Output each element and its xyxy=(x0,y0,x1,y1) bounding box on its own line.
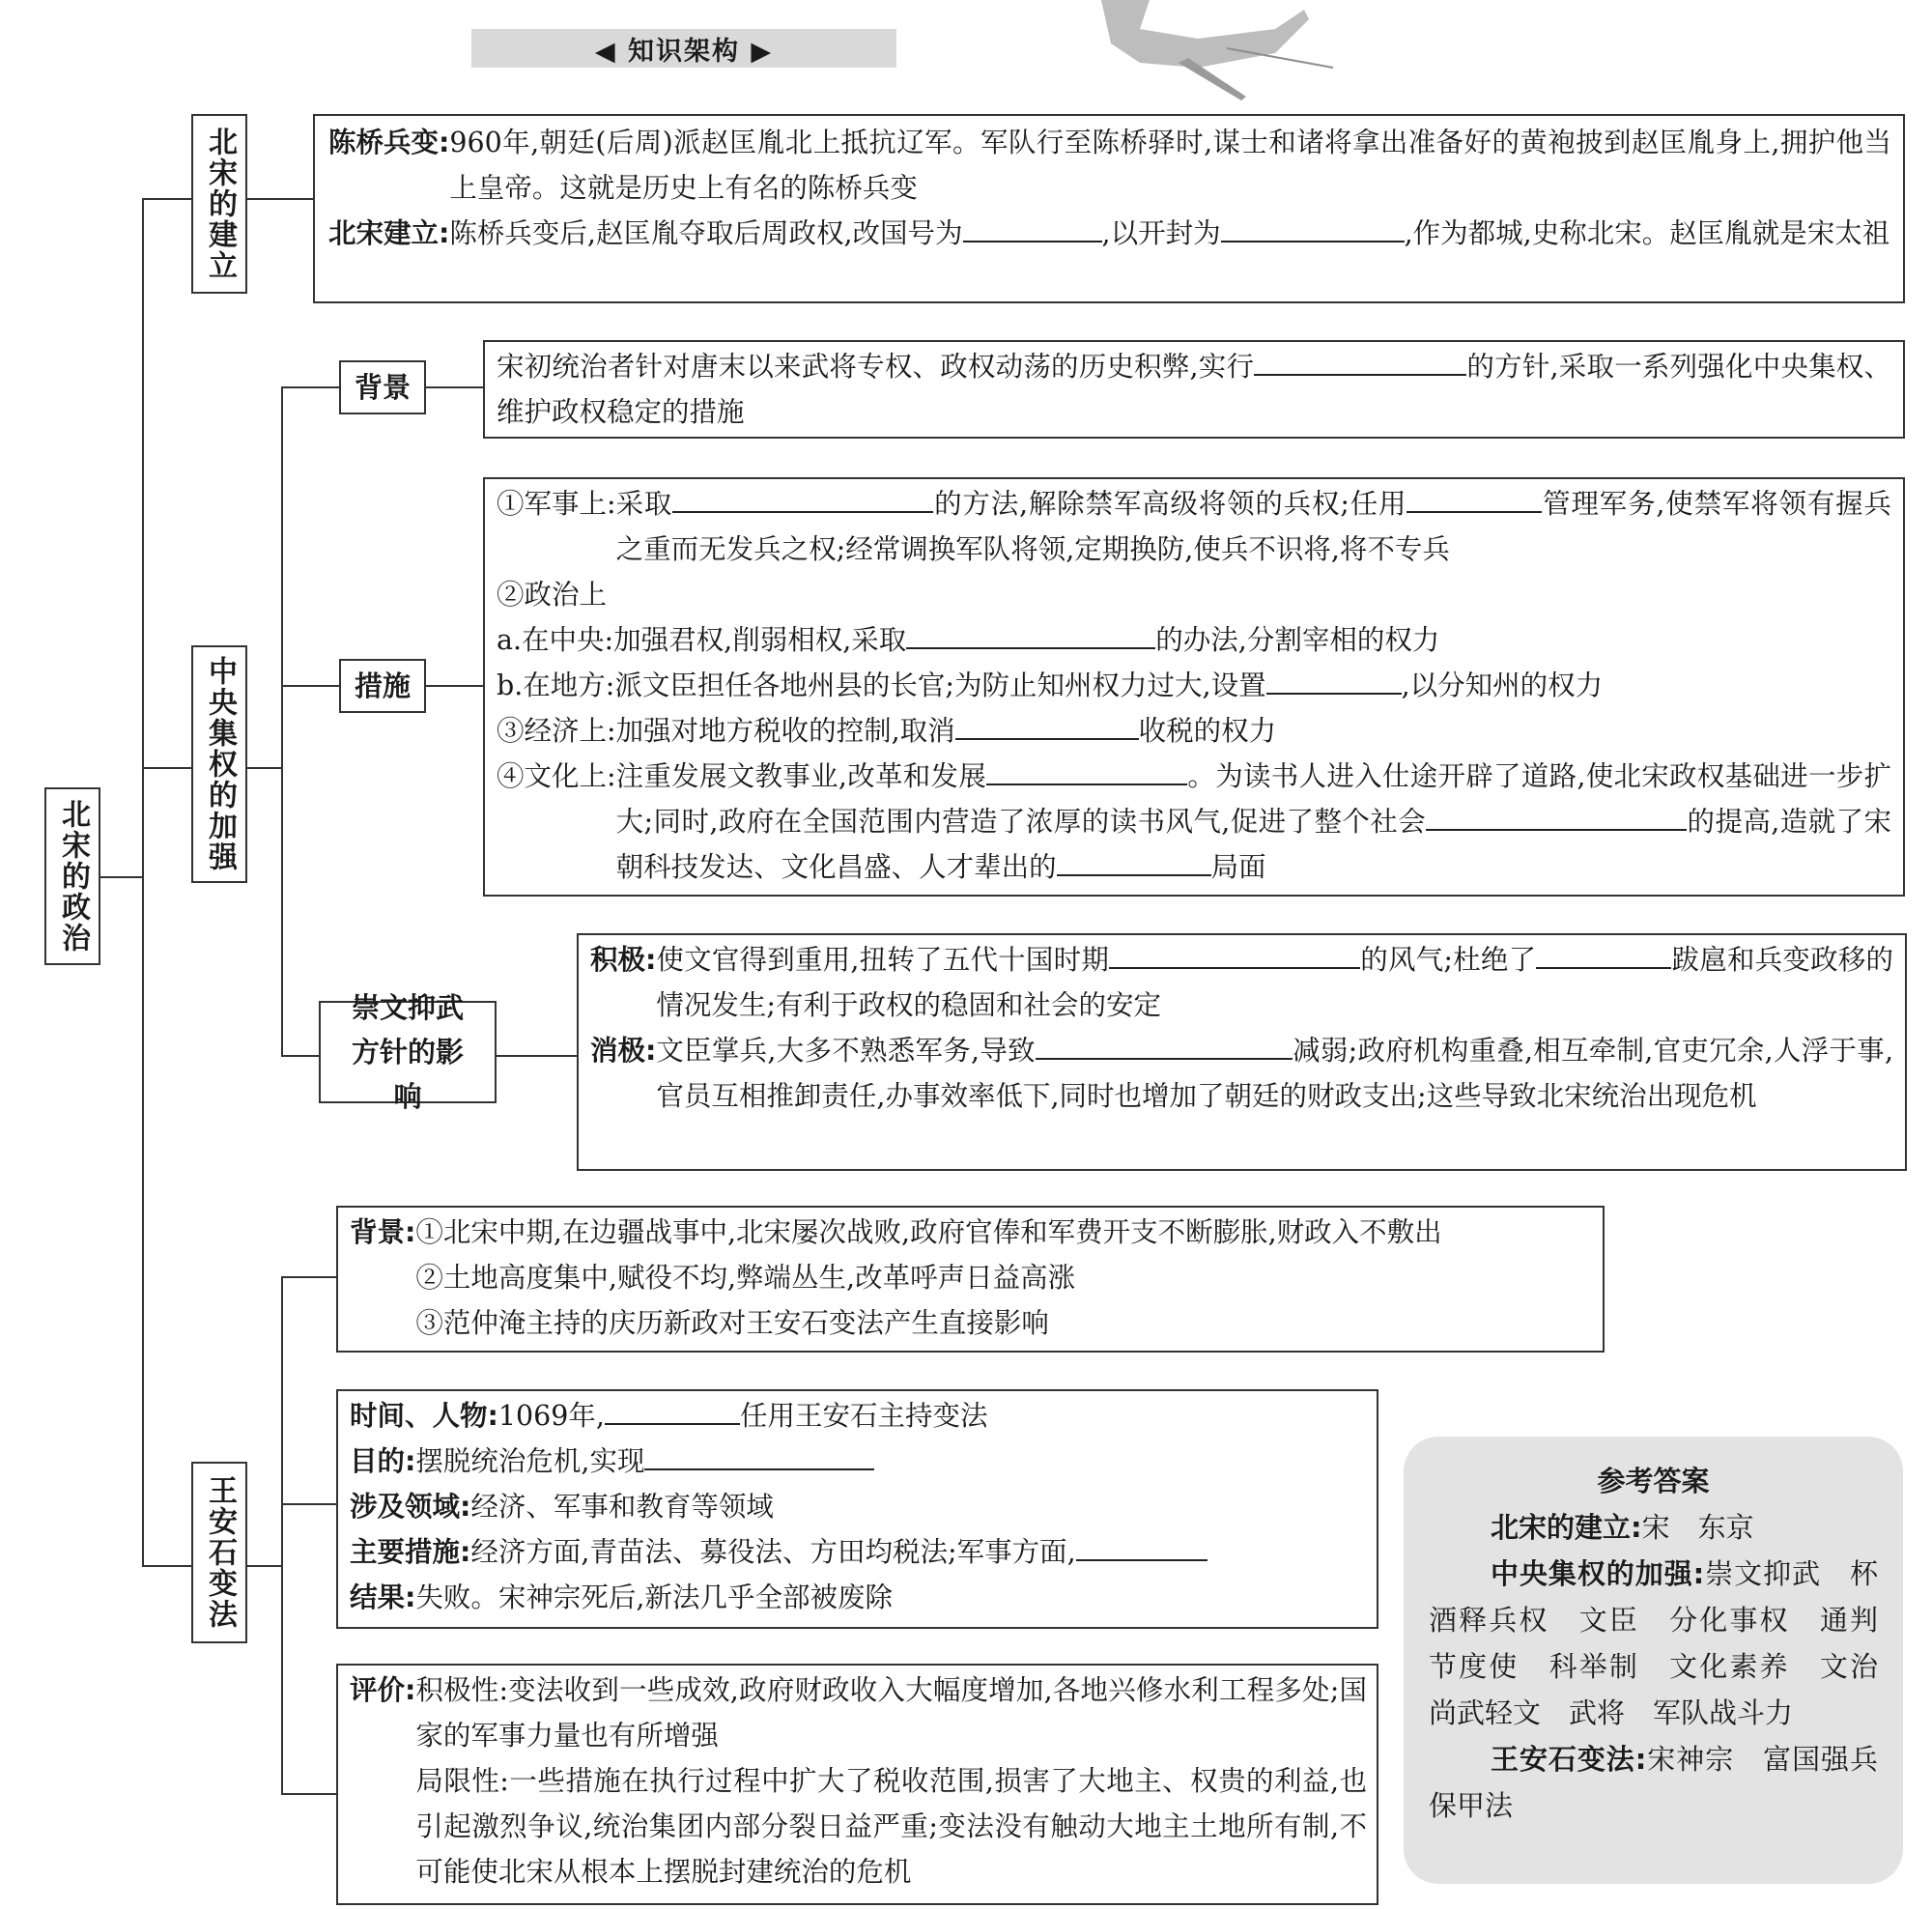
goal-row xyxy=(350,1439,1367,1484)
connector xyxy=(281,1276,336,1278)
goal-text-1: 摆脱统治危机,实现 xyxy=(415,1445,645,1477)
local-text-1: 派文臣担任各地州县的长官;为防止知州权力过大,设置 xyxy=(614,670,1266,701)
connector xyxy=(496,1055,577,1057)
reform-bg-item: ①北宋中期,在边疆战事中,北宋屡次战败,政府官俸和军费开支不断膨胀,财政入不敷出 xyxy=(415,1216,1442,1248)
military-row xyxy=(497,481,1891,572)
goal-text xyxy=(415,1439,874,1484)
connector xyxy=(247,1565,282,1567)
connector xyxy=(99,876,143,878)
fill-blank xyxy=(605,1396,740,1425)
founding-text-3: ,作为都城,史称北宋。赵匡胤就是宋太祖 xyxy=(1404,217,1890,249)
connector xyxy=(247,198,313,200)
node-measures xyxy=(339,659,426,713)
main-text-1: 经济方面,青苗法、募役法、方田均税法;军事方面, xyxy=(470,1536,1076,1568)
military-text-2: 的方法,解除禁军高级将领的兵权;任用 xyxy=(933,488,1407,520)
founding-text-2: ,以开封为 xyxy=(1101,217,1221,249)
fill-blank xyxy=(986,756,1187,785)
fill-blank xyxy=(963,214,1102,242)
connector xyxy=(247,767,281,769)
eval-text xyxy=(415,1667,1367,1895)
positive-label: 积极: xyxy=(590,944,657,976)
founding-text xyxy=(449,211,1891,256)
fill-blank xyxy=(644,1441,874,1470)
economy-text-2: 收税的权力 xyxy=(1138,715,1277,747)
main-text xyxy=(470,1529,1207,1575)
field-row xyxy=(350,1484,1367,1529)
section-header-title: ◀ 知识架构 ▶ xyxy=(594,36,774,67)
main-label: 主要措施: xyxy=(350,1536,471,1568)
central-label: a.在中央: xyxy=(497,624,614,656)
reform-bg-box xyxy=(336,1206,1605,1353)
time-row xyxy=(350,1393,1367,1439)
fill-blank xyxy=(1266,666,1402,695)
fill-blank xyxy=(906,620,1155,649)
answer-box xyxy=(1404,1437,1907,1884)
central-text-2: 的办法,分割宰相的权力 xyxy=(1155,624,1440,656)
root-node-label: 北宋的政治 xyxy=(56,799,90,954)
negative-label: 消极: xyxy=(590,1035,657,1067)
connector xyxy=(425,386,483,388)
eval-label: 评价: xyxy=(350,1674,416,1706)
local-text-2: ,以分知州的权力 xyxy=(1401,670,1604,701)
fill-blank xyxy=(1426,802,1687,831)
reform-bg-item: ②土地高度集中,赋役不均,弊端丛生,改革呼声日益高涨 xyxy=(415,1262,1076,1294)
fill-blank xyxy=(1076,1532,1208,1561)
military-text-1: 采取 xyxy=(615,488,673,520)
economy-text-1: 加强对地方税收的控制,取消 xyxy=(615,715,955,747)
section-header xyxy=(471,29,896,68)
answer-title: 参考答案 xyxy=(1597,1465,1710,1497)
connector xyxy=(425,685,483,687)
centralize-measures-box xyxy=(483,477,1905,897)
answer-centralize-head: 中央集权的加强: xyxy=(1491,1557,1705,1590)
central-text-1: 加强君权,削弱相权,采取 xyxy=(613,624,907,656)
branch-centralize-label: 中央集权的加强 xyxy=(203,656,237,872)
economy-row xyxy=(497,708,1891,754)
culture-text-4: 局面 xyxy=(1210,851,1266,883)
connector xyxy=(281,386,283,1056)
impact-box xyxy=(577,933,1907,1171)
fill-blank xyxy=(1036,1031,1293,1060)
economy-text xyxy=(616,708,1891,754)
founding-text-1: 陈桥兵变后,赵匡胤夺取后周政权,改国号为 xyxy=(449,217,963,249)
local-label: b.在地方: xyxy=(497,670,615,701)
culture-text-2: 。为读书人进入仕途开辟了道路,使北宋政权基础进一步扩大;同时,政府在全国范围内营造了浓厚的读书风气,促进了整个社会 xyxy=(615,760,1892,838)
field-text: 经济、军事和教育等领域 xyxy=(470,1491,774,1523)
node-background-label: 背景 xyxy=(354,371,411,404)
negative-text-1: 文臣掌兵,大多不熟悉军务,导致 xyxy=(656,1035,1036,1067)
chenqiao-label: 陈桥兵变: xyxy=(328,127,450,158)
positive-text-1: 使文官得到重用,扭转了五代十国时期 xyxy=(656,944,1110,976)
centralize-bg-box xyxy=(483,340,1905,439)
connector xyxy=(281,1793,336,1795)
time-text-2: 任用王安石主持变法 xyxy=(740,1400,988,1432)
positive-text-3: 跋扈和兵变政移的情况发生;有利于政权的稳固和社会的安定 xyxy=(656,944,1893,1021)
local-row xyxy=(497,663,1891,708)
main-row xyxy=(350,1529,1367,1575)
branch-establish xyxy=(191,114,247,294)
connector xyxy=(142,767,191,769)
military-text xyxy=(616,481,1891,572)
time-text-1: 1069年, xyxy=(497,1400,605,1432)
connector xyxy=(281,386,339,388)
military-label: ①军事上: xyxy=(497,488,616,520)
culture-text-3: 的提高,造就了宋朝科技发达、文化昌盛、人才辈出的 xyxy=(615,806,1891,883)
result-label: 结果: xyxy=(350,1581,416,1613)
fill-blank xyxy=(1254,347,1466,376)
fill-blank xyxy=(1221,214,1405,242)
field-label: 涉及领域: xyxy=(350,1491,471,1523)
eval-negative: 局限性:一些措施在执行过程中扩大了税收范围,损害了大地主、权贵的利益,也引起激烈争议,统治集团内部分裂日益严重;变法没有触动大地主土地所有制,不可能使北宋从根本上摆脱封建统治的危机 xyxy=(415,1765,1367,1888)
central-row xyxy=(497,617,1891,663)
node-background xyxy=(339,360,426,414)
positive-text xyxy=(656,937,1893,1028)
answer-establish xyxy=(1429,1504,1878,1551)
fill-blank xyxy=(1536,940,1671,969)
branch-centralize xyxy=(191,645,247,883)
branch-establish-label: 北宋的建立 xyxy=(203,127,237,281)
fill-blank xyxy=(1057,847,1211,876)
connector xyxy=(281,1055,319,1057)
founding-row xyxy=(328,211,1891,256)
connector xyxy=(142,1565,191,1567)
connector xyxy=(142,198,191,200)
local-text xyxy=(614,663,1891,708)
boat-illustration xyxy=(1082,0,1343,101)
answer-establish-body: 宋 东京 xyxy=(1641,1511,1754,1544)
branch-reform xyxy=(191,1462,247,1643)
eval-row xyxy=(350,1667,1367,1895)
culture-text-1: 注重发展文教事业,改革和发展 xyxy=(615,760,987,792)
answer-establish-head: 北宋的建立: xyxy=(1491,1511,1642,1544)
result-text: 失败。宋神宗死后,新法几乎全部被废除 xyxy=(415,1581,893,1613)
reform-bg-row xyxy=(350,1210,1593,1346)
connector xyxy=(281,1276,283,1794)
answer-centralize-body: 崇文抑武 杯酒释兵权 文臣 分化事权 通判 节度使 科举制 文化素养 文治 尚武轻文 武将 军队战斗力 xyxy=(1429,1557,1907,1729)
negative-text-2: 减弱;政府机构重叠,相互牵制,官吏冗余,人浮于事,官员互相推卸责任,办事效率低下,同时也增加了朝廷的财政支出;这些导致北宋统治出现危机 xyxy=(656,1035,1893,1112)
reform-bg-label: 背景: xyxy=(350,1216,416,1248)
time-label: 时间、人物: xyxy=(350,1400,498,1432)
economy-label: ③经济上: xyxy=(497,715,616,747)
chenqiao-text: 960年,朝廷(后周)派赵匡胤北上抵抗辽军。军队行至陈桥驿时,谋士和诸将拿出准备好的黄袍披到赵匡胤身上,拥护他当上皇帝。这就是历史上有名的陈桥兵变 xyxy=(449,127,1891,204)
fill-blank xyxy=(672,484,933,513)
centralize-bg-text xyxy=(497,344,1891,435)
connector xyxy=(142,198,144,1566)
reform-bg-items xyxy=(415,1210,1593,1346)
node-impact xyxy=(319,991,497,1113)
reform-eval-box xyxy=(336,1664,1378,1905)
answer-centralize xyxy=(1429,1551,1907,1736)
negative-row xyxy=(590,1028,1893,1119)
node-measures-label: 措施 xyxy=(354,670,411,702)
result-row xyxy=(350,1575,1367,1620)
culture-row xyxy=(497,754,1891,890)
fill-blank xyxy=(1406,484,1542,513)
fill-blank xyxy=(1109,940,1360,969)
fill-blank xyxy=(955,711,1139,740)
answer-reform-body: 宋神宗 富国强兵 保甲法 xyxy=(1429,1743,1906,1822)
negative-text xyxy=(656,1028,1893,1119)
node-impact-label: 崇文抑武方针的影响 xyxy=(351,991,464,1113)
centralize-bg-text-1: 宋初统治者针对唐末以来武将专权、政权动荡的历史积弊,实行 xyxy=(497,351,1255,383)
central-text xyxy=(613,617,1891,663)
connector xyxy=(281,1503,336,1505)
military-text-3: 管理军务,使禁军将领有握兵之重而无发兵之权;经常调换军队将领,定期换防,使兵不识将,将不专兵 xyxy=(615,488,1891,565)
centralize-bg-text-2: 的方针,采取一系列强化中央集权、维护政权稳定的措施 xyxy=(497,351,1892,428)
eval-positive: 积极性:变法收到一些成效,政府财政收入大幅度增加,各地兴修水利工程多处;国家的军事力量也有所增强 xyxy=(415,1674,1367,1752)
reform-bg-item: ③范仲淹主持的庆历新政对王安石变法产生直接影响 xyxy=(415,1307,1049,1339)
connector xyxy=(281,685,339,687)
branch-reform-label: 王安石变法 xyxy=(203,1475,237,1630)
answer-reform xyxy=(1429,1736,1906,1829)
establish-content-box xyxy=(313,114,1905,303)
chenqiao-row xyxy=(328,120,1891,211)
positive-text-2: 的风气;杜绝了 xyxy=(1360,944,1537,976)
politics-heading: ②政治上 xyxy=(497,579,608,611)
culture-text xyxy=(616,754,1891,890)
positive-row xyxy=(590,937,1893,1028)
goal-label: 目的: xyxy=(350,1445,416,1477)
time-text xyxy=(498,1393,988,1439)
reform-detail-box xyxy=(336,1389,1378,1629)
answer-reform-head: 王安石变法: xyxy=(1491,1743,1647,1776)
culture-label: ④文化上: xyxy=(497,760,616,792)
founding-label: 北宋建立: xyxy=(328,217,450,249)
root-node xyxy=(44,787,100,965)
